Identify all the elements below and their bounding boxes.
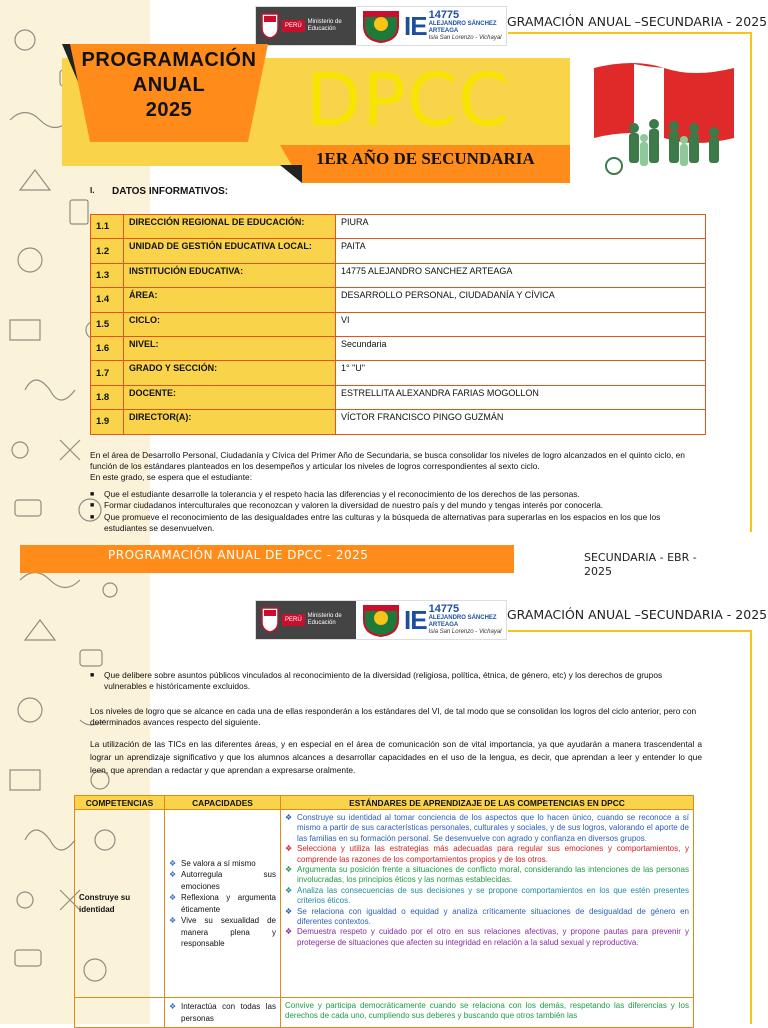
list-item (90, 500, 702, 511)
diamond-bullet-icon: ❖ (285, 844, 293, 854)
peru-flag-people-illustration (574, 58, 738, 182)
list-item (169, 1001, 276, 1024)
list-item (285, 886, 689, 907)
column-header: COMPETENCIAS (75, 796, 165, 810)
cover-title-line3: 2025 (145, 99, 193, 121)
standards-cell (281, 998, 694, 1028)
cover-title-line1: PROGRAMACIÓN (81, 49, 257, 71)
row-label: GRADO Y SECCIÓN: (124, 361, 336, 385)
list-item (169, 858, 276, 870)
intro-text (90, 450, 702, 483)
row-number: 1.6 (91, 336, 124, 360)
row-value: VI (336, 312, 706, 336)
diamond-bullet-icon: ❖ (169, 916, 177, 925)
minedu-logo (256, 7, 356, 45)
list-item (285, 1001, 689, 1022)
school-location: Isla San Lorenzo - Vichayal (428, 629, 502, 635)
list-item (285, 907, 689, 928)
table-row (91, 312, 706, 336)
row-label: ÁREA: (124, 288, 336, 312)
diamond-bullet-icon: ❖ (285, 813, 293, 822)
table-row (91, 361, 706, 385)
list-item (169, 892, 276, 915)
school-logo (356, 601, 506, 639)
list-item (169, 869, 276, 892)
minedu-peru-label: PERÚ (282, 20, 305, 32)
school-name: ALEJANDRO SÁNCHEZ ARTEAGA (428, 21, 497, 34)
list-item (285, 844, 689, 865)
diamond-bullet-icon: ❖ (285, 906, 293, 916)
school-name: ALEJANDRO SÁNCHEZ ARTEAGA (428, 615, 497, 628)
footer-right-text: SECUNDARIA - EBR - 2025 (584, 551, 697, 578)
row-number: 1.3 (91, 263, 124, 287)
bullet-text: Que delibere sobre asuntos públicos vinculados al reconocimiento de la diversidad (religiosa, política, étnica, de género, etc) y los derechos de grupos vulnerables e históricamente excluidos. (104, 670, 663, 692)
table-row (75, 998, 694, 1028)
capacity-text: Vive su sexualidad de manera plena y responsable (181, 916, 276, 948)
list-item (90, 670, 702, 692)
footer-tab (470, 545, 514, 573)
cover-title-line2: ANUAL (132, 74, 206, 96)
cover-title (62, 48, 276, 123)
capacities-cell (165, 810, 281, 998)
list-item (90, 512, 702, 535)
diamond-bullet-icon: ❖ (169, 1002, 177, 1011)
diamond-bullet-icon: ❖ (285, 927, 293, 937)
row-label: CICLO: (124, 312, 336, 336)
row-value: 14775 ALEJANDRO SANCHEZ ARTEAGA (336, 263, 706, 287)
school-ie-label: IE (404, 10, 427, 41)
table-row (75, 810, 694, 998)
bullet-text: Formar ciudadanos interculturales que reconozcan y valoren la diversidad de nuestro país y del mundo y tengas interés por conocerla. (104, 500, 604, 511)
list-item (90, 489, 702, 500)
table-row (91, 336, 706, 360)
table-row (91, 410, 706, 434)
row-label: DIRECCIÓN REGIONAL DE EDUCACIÓN: (124, 215, 336, 239)
list-item (285, 865, 689, 886)
school-logo (356, 7, 506, 45)
list-item (169, 915, 276, 950)
intro-paragraph-2: En este grado, se espera que el estudiante: (90, 472, 253, 482)
school-number: 14775 (428, 603, 460, 615)
row-number: 1.4 (91, 288, 124, 312)
school-ie-label: IE (404, 604, 427, 635)
running-head-page2: GRAMACIÓN ANUAL –SECUNDARIA - 2025 (507, 607, 768, 622)
minedu-logo (256, 601, 356, 639)
list-item (285, 813, 689, 844)
minedu-peru-label: PERÚ (282, 614, 305, 626)
row-value: ESTRELLITA ALEXANDRA FARIAS MOGOLLON (336, 385, 706, 409)
minedu-label: Ministerio de Educación (307, 19, 342, 32)
header-logos (255, 6, 507, 46)
bullet-text: Que el estudiante desarrolle la tolerancia y el respeto hacia las diferencias y el reconocimiento de los derechos de las personas. (104, 489, 580, 499)
section-title: DATOS INFORMATIVOS: (112, 186, 229, 197)
bullet-marker: ■ (90, 491, 95, 498)
table-row (91, 263, 706, 287)
row-value: Secundaria (336, 336, 706, 360)
cover-grade: 1ER AÑO DE SECUNDARIA (316, 149, 535, 168)
table-row (91, 239, 706, 263)
row-number: 1.7 (91, 361, 124, 385)
row-value: PAITA (336, 239, 706, 263)
info-table (90, 214, 706, 435)
row-number: 1.8 (91, 385, 124, 409)
school-location: Isla San Lorenzo - Vichayal (428, 35, 502, 41)
row-label: DOCENTE: (124, 385, 336, 409)
bullet-marker: ■ (90, 513, 95, 521)
diamond-bullet-icon: ❖ (285, 885, 293, 895)
competencies-table (74, 795, 694, 1028)
peru-shield-icon (260, 12, 280, 40)
capacity-text: Autorregula sus emociones (181, 870, 276, 891)
cover-area-big: DPCC (306, 58, 510, 142)
standard-text: Selecciona y utiliza las estrategias más adecuadas para regular sus emociones y comportamientos, y comprende las razones de los comportamientos propios y de los otros. (297, 844, 689, 864)
intro-bullet-list (90, 489, 702, 535)
diamond-bullet-icon: ❖ (169, 858, 177, 868)
column-header: ESTÁNDARES DE APRENDIZAJE DE LAS COMPETENCIAS EN DPCC (281, 796, 694, 810)
page-frame-top (508, 32, 752, 34)
column-header: CAPACIDADES (165, 796, 281, 810)
paragraph-tics: La utilización de las TICs en las diferentes áreas, y en especial en el área de comunicación son de vital importancia, ya que ayudarán a manera trascendental a lograr un aprendizaje significativo y que los alumnos alcances a desarrollar capacidades en el uso de la lengua, es decir, que aprendan a leer y entender lo que leen, que aprendan a redactar y que aprendan a expresarse oralmente. (90, 739, 702, 775)
competency-name-empty (75, 998, 165, 1028)
standard-text: Analiza las consecuencias de sus decisiones y se propone comportamientos en los que estén presentes criterios éticos. (297, 885, 689, 906)
capacity-text: Se valora a sí mismo (181, 858, 256, 868)
row-label: UNIDAD DE GESTIÓN EDUCATIVA LOCAL: (124, 239, 336, 263)
standard-text: Se relaciona con igualdad o equidad y analiza críticamente situaciones de desigualdad de género en diferentes contextos. (297, 906, 689, 927)
table-header-row (75, 796, 694, 810)
page2-frame-top (508, 630, 752, 632)
diamond-bullet-icon: ❖ (169, 893, 177, 902)
standard-text: Convive y participa democráticamente cuando se relaciona con los demás, respetando las diferencias y los derechos de cada uno, cumpliendo sus deberes y buscando que otros también las (285, 1001, 689, 1021)
row-label: NIVEL: (124, 336, 336, 360)
capacity-text: Interactúa con todas las personas (181, 1002, 276, 1023)
row-value: DESARROLLO PERSONAL, CIUDADANÍA Y CÍVICA (336, 288, 706, 312)
section-number: I. (90, 186, 95, 195)
bullet-marker: ■ (90, 672, 95, 679)
paragraph-levels: Los niveles de logro que se alcance en cada una de ellas responderán a los estándares del VI, de tal modo que se consolidan los logros del ciclo anterior, pero con determinados avances respecto del siguiente. (90, 706, 697, 728)
diamond-bullet-icon: ❖ (285, 865, 293, 875)
minedu-label: Ministerio de Educación (307, 613, 342, 626)
row-label: INSTITUCIÓN EDUCATIVA: (124, 263, 336, 287)
standards-cell (281, 810, 694, 998)
row-number: 1.2 (91, 239, 124, 263)
school-crest-icon (360, 8, 402, 44)
row-label: DIRECTOR(A): (124, 410, 336, 434)
row-value: 1° "U" (336, 361, 706, 385)
capacities-cell (165, 998, 281, 1028)
page-frame-right (750, 32, 752, 532)
table-row (91, 288, 706, 312)
bullet-text: Que promueve el reconocimiento de las desigualdades entre las culturas y la búsqueda de alternativas para superarlas en los espacios en los que los estudiantes se desenvuelven. (104, 511, 661, 534)
header-logos-page2 (255, 600, 507, 640)
footer-left-text: PROGRAMACIÓN ANUAL DE DPCC - 2025 (108, 548, 369, 562)
standard-text: Construye su identidad al tomar conciencia de los aspectos que lo hacen único, cuando se reconoce a sí mismo a partir de sus características personales, culturales y sociales, y de sus logros, valorando el aporte de las familias en su formación personal. Se desenvuelve con agrado y confianza en diversos grupos. (297, 813, 689, 843)
row-number: 1.9 (91, 410, 124, 434)
competency-name: Construye su identidad (75, 810, 165, 998)
list-item (285, 927, 689, 948)
capacity-text: Reflexiona y argumenta éticamente (181, 893, 276, 914)
standard-text: Argumenta su posición frente a situaciones de conflicto moral, considerando las intenciones de las personas involucradas, los principios éticos y las normas establecidas. (297, 865, 689, 885)
page2-frame-right (750, 630, 752, 1024)
bullet-marker: ■ (90, 502, 95, 510)
school-number: 14775 (428, 9, 460, 21)
running-head: GRAMACIÓN ANUAL –SECUNDARIA - 2025 (507, 14, 768, 29)
peru-shield-icon (260, 606, 280, 634)
row-number: 1.1 (91, 215, 124, 239)
row-value: PIURA (336, 215, 706, 239)
table-row (91, 385, 706, 409)
table-row (91, 215, 706, 239)
intro-paragraph: En el área de Desarrollo Personal, Ciudadanía y Cívica del Primer Año de Secundaria, se busca consolidar los niveles de logro alcanzados en el quinto ciclo, en función de los estándares planteados en los desempeños y articular los niveles de logros correspondientes al sexto ciclo. (90, 450, 685, 471)
row-number: 1.5 (91, 312, 124, 336)
diamond-bullet-icon: ❖ (169, 870, 177, 879)
standard-text: Demuestra respeto y cuidado por el otro en sus relaciones afectivas, y propone pautas para prevenir y protegerse de situaciones que afecten su integridad en relación a la salud sexual y reproductiva. (297, 927, 689, 947)
school-crest-icon (360, 602, 402, 638)
row-value: VÍCTOR FRANCISCO PINGO GUZMÁN (336, 410, 706, 434)
